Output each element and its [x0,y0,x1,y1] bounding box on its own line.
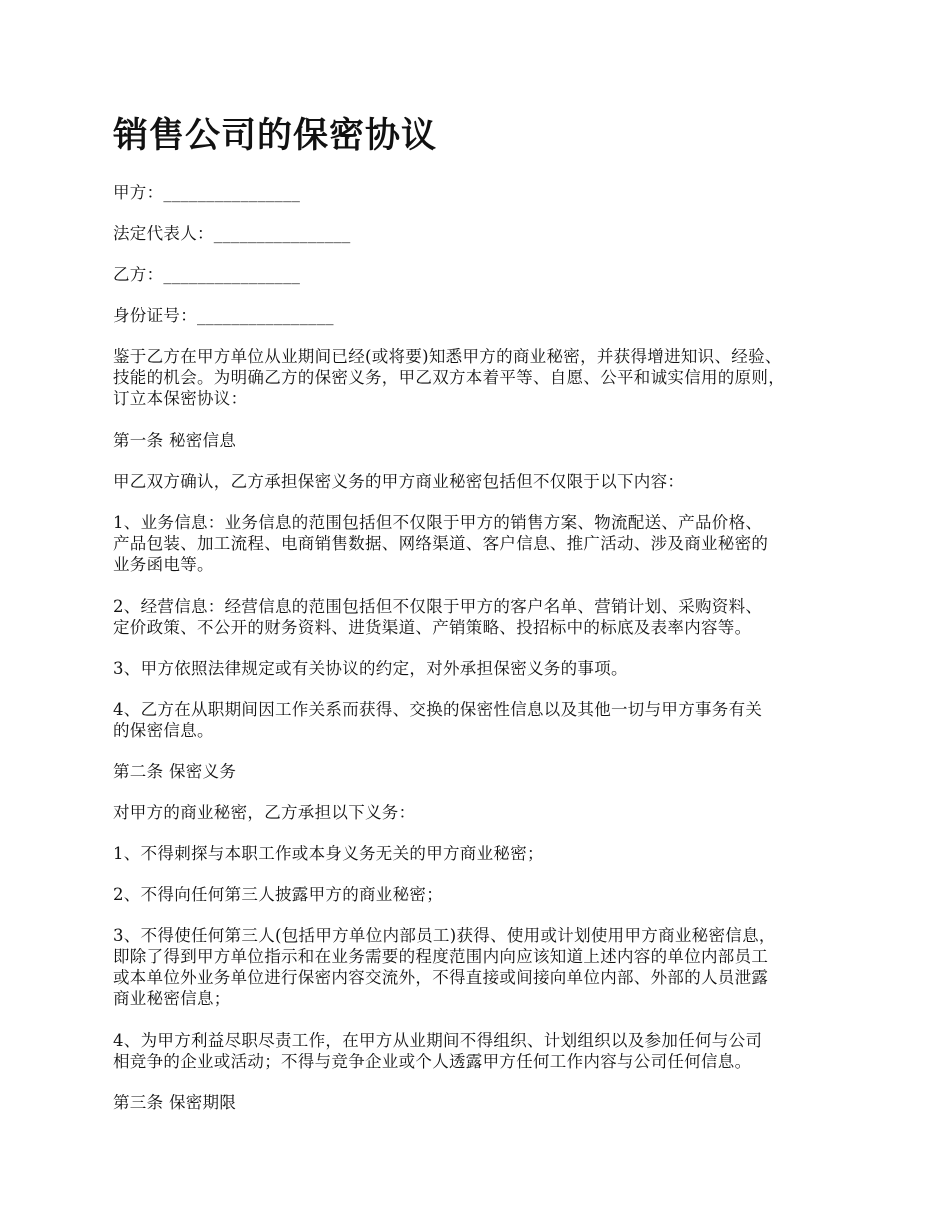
article-1-item-2: 2、经营信息：经营信息的范围包括但不仅限于甲方的客户名单、营销计划、采购资料、 定价政策、不公开的财务资料、进货渠道、产销策略、投招标中的标底及表率内容等。 [113,597,763,637]
article-1-heading: 第一条 秘密信息 [113,431,237,450]
article-2-item-2: 2、不得向任何第三人披露甲方的商业秘密； [113,885,443,904]
article-1-intro: 甲乙双方确认，乙方承担保密义务的甲方商业秘密包括但不仅限于以下内容： [113,472,685,491]
party-a-field: 甲方：________________ [113,183,301,202]
id-number-field: 身份证号：________________ [113,306,334,325]
party-b-field: 乙方：________________ [113,265,301,284]
article-1-item-4: 4、乙方在从职期间因工作关系而获得、交换的保密性信息以及其他一切与甲方事务有关 的保密信息。 [113,700,763,740]
document-title: 销售公司的保密协议 [113,115,438,156]
article-2-item-1: 1、不得刺探与本职工作或本身义务无关的甲方商业秘密； [113,844,544,863]
article-1-item-1: 1、业务信息：业务信息的范围包括但不仅限于甲方的销售方案、物流配送、产品价格、 产品包装、加工流程、电商销售数据、网络渠道、客户信息、推广活动、涉及商业秘密的 业务函电等。 [113,513,769,574]
preamble-paragraph: 鉴于乙方在甲方单位从业期间已经(或将要)知悉甲方的商业秘密，并获得增进知识、经验、 技能的机会。为明确乙方的保密义务，甲乙双方本着平等、自愿、公平和诚实信用的原则， 订立本保密协议： [113,347,785,408]
legal-representative-field: 法定代表人：________________ [113,224,351,243]
article-2-intro: 对甲方的商业秘密，乙方承担以下义务： [113,803,416,822]
article-2-item-3: 3、不得使任何第三人(包括甲方单位内部员工)获得、使用或计划使用甲方商业秘密信息， 即除了得到甲方单位指示和在业务需要的程度范围内向应该知道上述内容的单位内部员工 或本单位外业务单位进行保密内容交流外，不得直接或间接向单位内部、外部的人员泄露 商业秘密信息； [113,926,776,1008]
article-1-item-3: 3、甲方依照法律规定或有关协议的约定，对外承担保密义务的事项。 [113,659,628,678]
article-2-heading: 第二条 保密义务 [113,762,237,781]
article-3-heading: 第三条 保密期限 [113,1093,237,1112]
article-2-item-4: 4、为甲方利益尽职尽责工作，在甲方从业期间不得组织、计划组织以及参加任何与公司 相竞争的企业或活动；不得与竞争企业或个人透露甲方任何工作内容与公司任何信息。 [113,1031,763,1071]
